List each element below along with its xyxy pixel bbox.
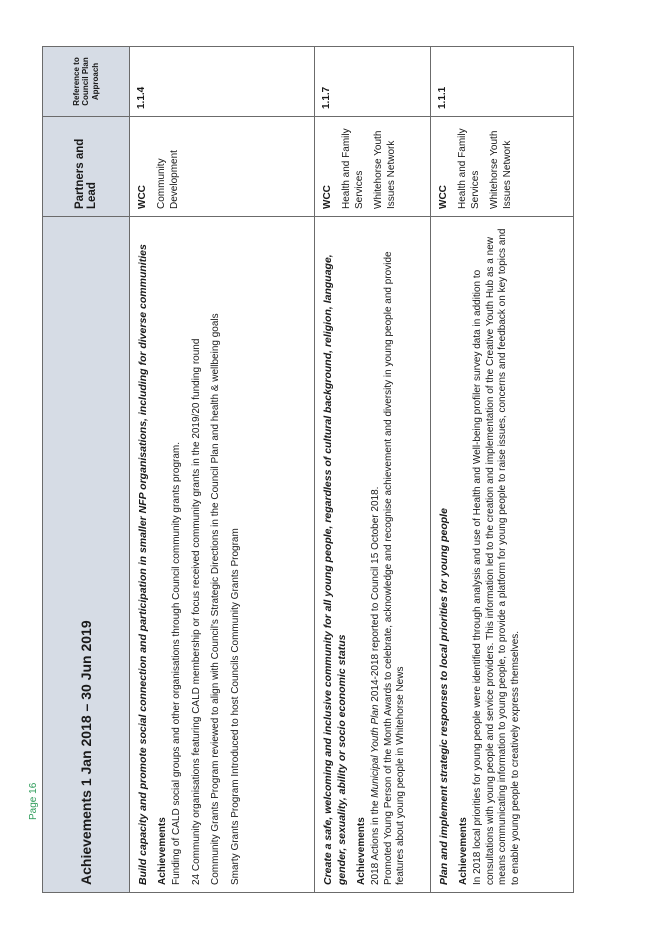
text-run: 2018 Actions in the (370, 797, 381, 885)
row-heading: Build capacity and promote social connection and participation in smaller NFP organisations, including for diverse communities (137, 244, 149, 885)
achievements-table (42, 46, 574, 893)
achievement-paragraph: Smarty Grants Program Introduced to host Councils Community Grants Program (229, 528, 241, 885)
header-achievements: Achievements 1 Jan 2018 – 30 Jun 2019 (43, 217, 130, 893)
header-partners: Partners and Lead (43, 117, 130, 217)
partner: Health and Family Services (341, 128, 365, 209)
partner-lead: WCC (137, 185, 148, 209)
reference-cell (431, 47, 574, 117)
partner: Health and Family Services (457, 128, 481, 209)
reference-value: 1.1.4 (136, 86, 147, 109)
achievement-cell (130, 217, 315, 893)
achievements-label: Achievements (356, 817, 367, 885)
partner-lead: WCC (322, 185, 333, 209)
youth-plan-title: Municipal Youth Plan (370, 704, 381, 798)
table-row (315, 47, 431, 893)
table-row (431, 47, 574, 893)
achievement-paragraph (370, 224, 383, 885)
reference-value: 1.1.1 (437, 86, 448, 109)
partners-cell (130, 117, 315, 217)
achievement-paragraph: Community Grants Program reviewed to align with Council's Strategic Directions in the Council Plan and health & wellbeing goals (210, 313, 221, 885)
header-reference: Reference to Council Plan Approach (43, 47, 130, 117)
partner: Community Development (156, 150, 180, 209)
reference-cell (130, 47, 315, 117)
achievement-cell (431, 217, 574, 893)
table-header-row (43, 47, 130, 893)
partner-lead: WCC (438, 185, 449, 209)
row-heading: Plan and implement strategic responses to local priorities for young people (438, 508, 450, 885)
partners-cell (431, 117, 574, 217)
row-heading: Create a safe, welcoming and inclusive community for all young people, regardless of cultural background, religion, language, gender, sexuality, ability or socio economic status (322, 254, 348, 885)
achievement-cell (315, 217, 431, 893)
reference-value: 1.1.7 (321, 86, 332, 109)
achievement-paragraph: Funding of CALD social groups and other organisations through Council community grants program. (171, 441, 182, 885)
partner: Whitehorse Youth Issues Network (489, 130, 513, 209)
achievement-paragraph: 24 Community organisations featuring CALD membership or focus received community grants in the 2019/20 funding round (190, 338, 202, 885)
achievement-paragraph: Promoted Young Person of the Month Awards to celebrate, acknowledge and recognise achievement and diversity in young people and provide features about young people in Whitehorse News (382, 251, 406, 885)
table-row (130, 47, 315, 893)
reference-cell (315, 47, 431, 117)
rotated-page (42, 47, 579, 893)
partners-cell (315, 117, 431, 217)
partner: Whitehorse Youth Issues Network (373, 130, 397, 209)
text-run: 2014-2018 reported to Council 15 October 2018. (370, 486, 381, 705)
achievement-paragraph: In 2018 local priorities for young people were identified through analysis and use of Health and Well-being profiler survey data in addition to consultations with young people and service providers. This information led to the creation and implementation of the Creative Youth Hub as a new means communicating information to young people, to provide a platform for young people to raise issues, concerns and feedback on key topics and to enable young people to creatively express themselves. (472, 228, 521, 885)
page-number: Page 16 (28, 782, 39, 820)
achievements-label: Achievements (157, 817, 168, 885)
achievements-label: Achievements (458, 817, 469, 885)
